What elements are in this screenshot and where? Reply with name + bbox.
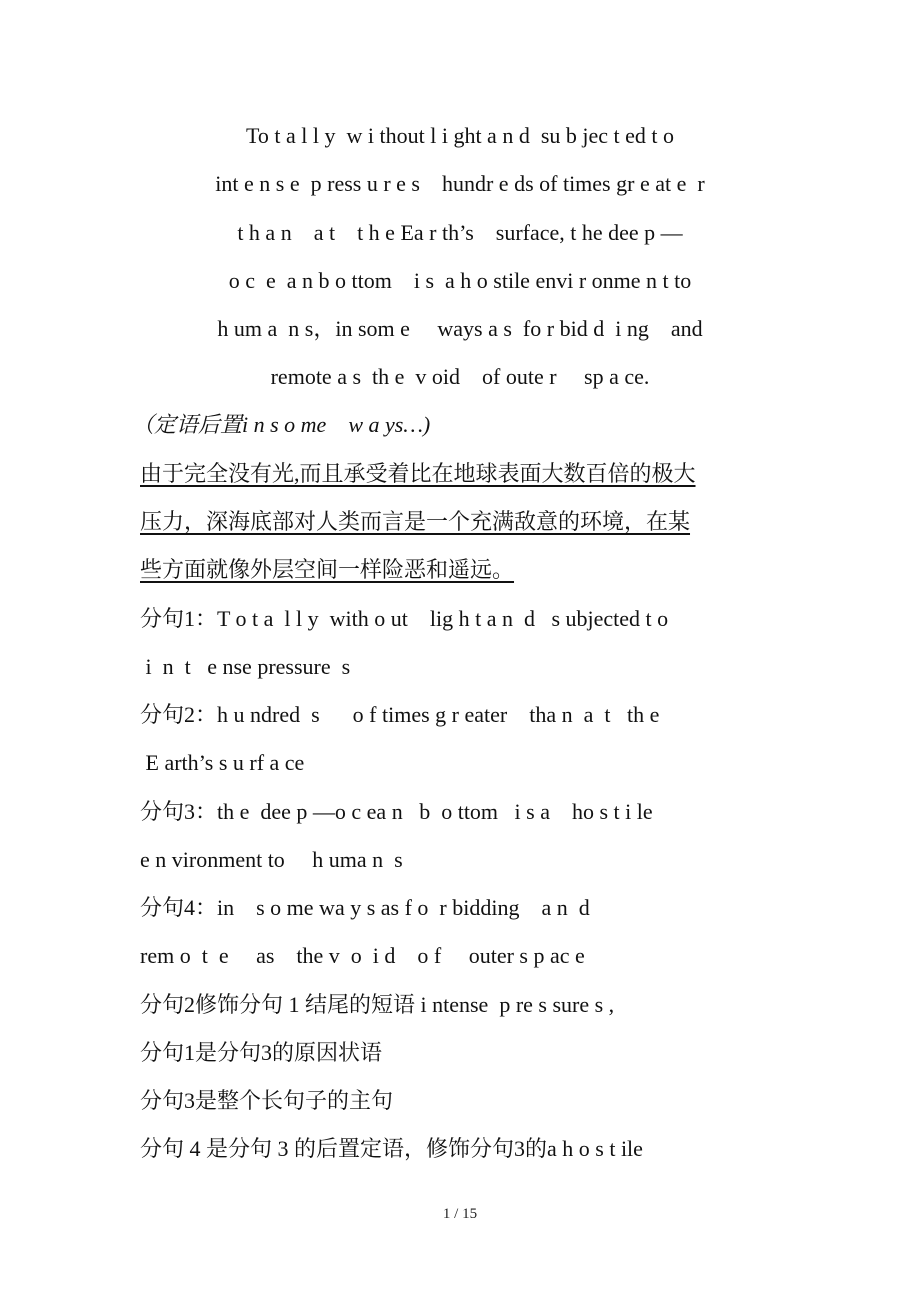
clause-4-line-2: rem o t e as the v o i d o f outer s p ac e: [140, 943, 585, 968]
english-line-3: t h a n a t t h e Ea r th’s surface, t he dee p —: [237, 220, 683, 245]
clause-1-line-1: 分句1：T o t a l l y with o ut lig h t a n d s ubjected t o: [140, 606, 669, 631]
english-line-5: h um a n s，in som e ways a s fo r bid d i ng and: [217, 316, 703, 341]
english-line-2: int e n s e p ress u r e s hundr e ds of times gr e at e r: [215, 171, 705, 196]
clause-2-line-2: E arth’s s u rf a ce: [140, 750, 305, 775]
analysis-line-4: 分句 4 是分句 3 的后置定语，修饰分句3的a h o s t ile: [140, 1136, 643, 1161]
translation-line-3: 些方面就像外层空间一样险恶和遥远。: [140, 557, 515, 582]
english-line-1: To t a l l y w i thout l i ght a n d su b jec t ed t o: [245, 123, 675, 148]
grammar-annotation: （定语后置i n s o me w a ys…): [132, 412, 431, 437]
clause-4-line-1: 分句4：in s o me wa y s as f o r bidding a n d: [140, 895, 590, 920]
analysis-line-3: 分句3是整个长句子的主句: [140, 1088, 394, 1113]
translation-line-1: 由于完全没有光,而且承受着比在地球表面大数百倍的极大: [140, 461, 696, 486]
clause-3-line-2: e n vironment to h uma n s: [140, 847, 403, 872]
clause-2-line-1: 分句2：h u ndred s o f times g r eater tha n a t th e: [140, 702, 660, 727]
clause-1-line-2: i n t e nse pressure s: [140, 654, 351, 679]
analysis-line-2: 分句1是分句3的原因状语: [140, 1040, 383, 1065]
clause-3-line-1: 分句3：th e dee p —o c ea n b o ttom i s a ho s t i le: [140, 799, 653, 824]
english-line-4: o c e a n b o ttom i s a h o stile envi r onme n t to: [228, 268, 692, 293]
translation-line-2: 压力，深海底部对人类而言是一个充满敌意的环境，在某: [140, 509, 691, 534]
analysis-line-1: 分句2修饰分句 1 结尾的短语 i ntense p re s sure s ,: [140, 992, 615, 1017]
page-indicator: 1 / 15: [442, 1206, 478, 1222]
english-line-6: remote a s th e v oid of oute r sp a ce.: [270, 364, 650, 389]
